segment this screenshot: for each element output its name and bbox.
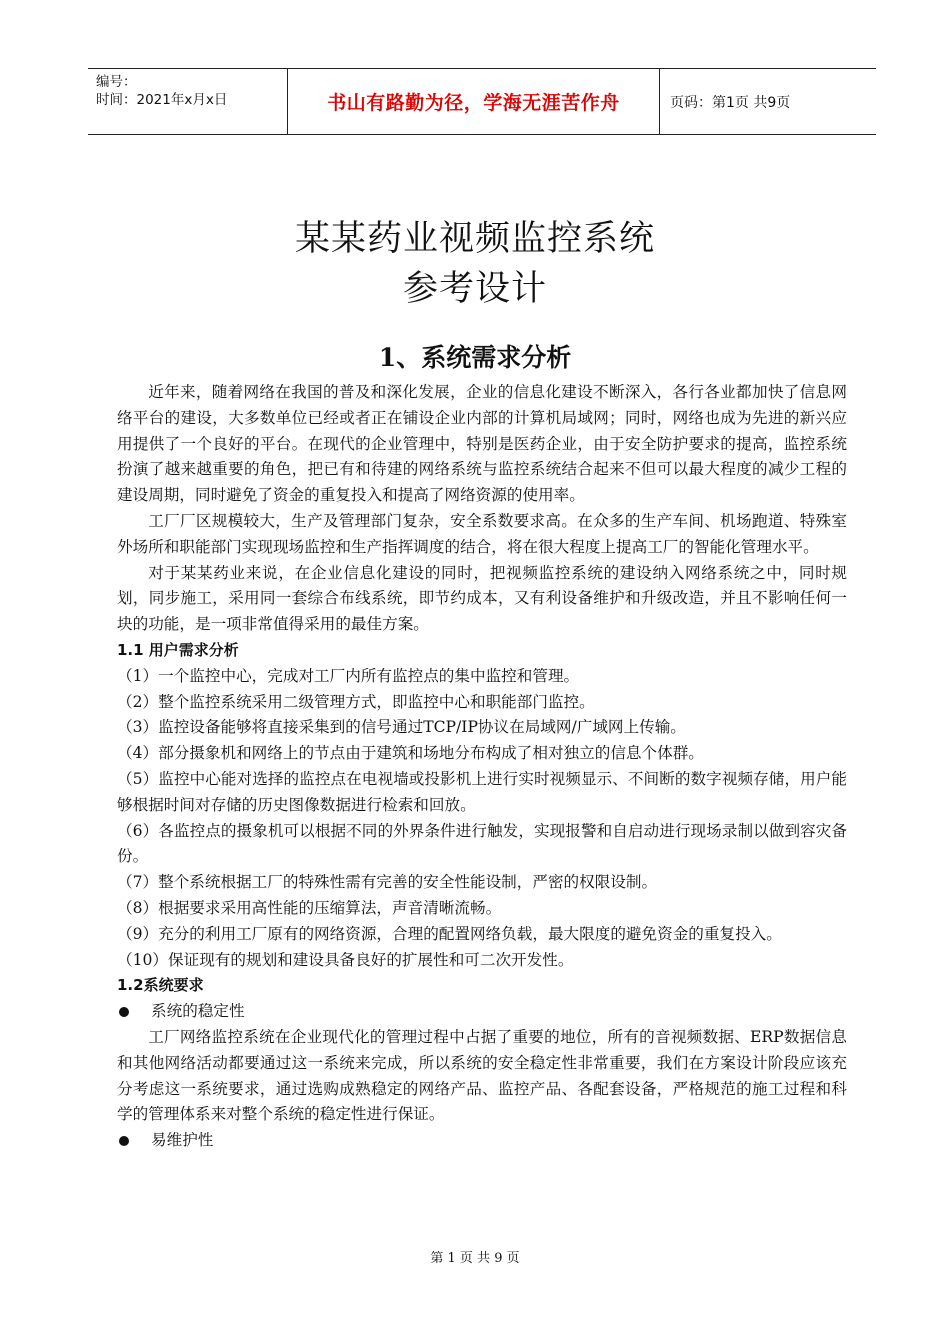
header-meta-cell: [88, 69, 287, 134]
doc-time-label: 时间：2021年x月x日: [96, 92, 228, 108]
header-page-info: 页码：第1页 共9页: [670, 94, 791, 111]
requirement-item: （3）监控设备能够将直接采集到的信号通过TCP/IP协议在局域网/广域网上传输。: [117, 718, 686, 737]
body-paragraph: 对于某某药业来说，在企业信息化建设的同时，把视频监控系统的建设纳入网络系统之中，同时规划，同步施工，采用同一套综合布线系统，即节约成本，又有利设备维护和升级改造，并且不影响任何一块的功能，是一项非常值得采用的最佳方案。: [117, 563, 847, 634]
body-paragraph: 工厂网络监控系统在企业现代化的管理过程中占据了重要的地位，所有的音视频数据、ERP数据信息和其他网络活动都要通过这一系统来完成，所以系统的安全稳定性非常重要，我们在方案设计阶段应该充分考虑这一系统要求，通过选购成熟稳定的网络产品、监控产品、各配套设备，严格规范的施工过程和科学的管理体系来对整个系统的稳定性进行保证。: [117, 1027, 847, 1124]
requirement-item: （6）各监控点的摄象机可以根据不同的外界条件进行触发，实现报警和自启动进行现场录制以做到容灾备份。: [117, 821, 847, 866]
body-paragraph: 工厂厂区规模较大，生产及管理部门复杂，安全系数要求高。在众多的生产车间、机场跑道、特殊室外场所和职能部门实现现场监控和生产指挥调度的结合，将在很大程度上提高工厂的智能化管理水平。: [117, 511, 847, 556]
document-title-line2: 参考设计: [402, 269, 547, 309]
header-motto: 书山有路勤为径，学海无涯苦作舟: [287, 69, 660, 134]
document-body: [117, 380, 847, 1154]
bullet-label: 易维护性: [151, 1131, 214, 1150]
requirement-item: （8）根据要求采用高性能的压缩算法，声音清晰流畅。: [117, 898, 502, 917]
bullet-dot-icon: [119, 1136, 129, 1146]
document-title-line1: 某某药业视频监控系统: [294, 219, 655, 259]
requirement-item: （5）监控中心能对选择的监控点在电视墙或投影机上进行实时视频显示、不间断的数字视频存储，用户能够根据时间对存储的历史图像数据进行检索和回放。: [117, 769, 847, 814]
section-heading: 1、系统需求分析: [378, 343, 572, 372]
requirement-item: （10）保证现有的规划和建设具备良好的扩展性和可二次开发性。: [117, 950, 574, 969]
subsection-heading-user-needs: 1.1 用户需求分析: [117, 640, 239, 659]
body-paragraph: 近年来，随着网络在我国的普及和深化发展，企业的信息化建设不断深入，各行各业都加快了信息网络平台的建设，大多数单位已经或者正在铺设企业内部的计算机局域网；同时，网络也成为先进的新兴应用提供了一个良好的平台。在现代的企业管理中，特别是医药企业，由于安全防护要求的提高，监控系统扮演了越来越重要的角色，把已有和待建的网络系统与监控系统结合起来不但可以最大程度的减少工程的建设周期，同时避免了资金的重复投入和提高了网络资源的使用率。: [117, 383, 847, 505]
requirement-item: （1）一个监控中心，完成对工厂内所有监控点的集中监控和管理。: [117, 666, 580, 685]
bullet-label: 系统的稳定性: [151, 1002, 245, 1021]
bullet-dot-icon: [119, 1007, 129, 1017]
bullet-item-maintainability: [117, 1128, 847, 1154]
page-footer: 第 1 页 共 9 页: [430, 1251, 520, 1266]
doc-number-label: 编号：: [96, 74, 137, 90]
requirement-item: （9）充分的利用工厂原有的网络资源，合理的配置网络负载，最大限度的避免资金的重复投入。: [117, 924, 782, 943]
requirement-item: （2）整个监控系统采用二级管理方式，即监控中心和职能部门监控。: [117, 692, 595, 711]
subsection-heading-system-requirements: 1.2系统要求: [117, 976, 204, 995]
requirement-item: （7）整个系统根据工厂的特殊性需有完善的安全性能设制，严密的权限设制。: [117, 873, 658, 892]
document-header-table: [88, 68, 876, 135]
bullet-item-stability: [117, 999, 847, 1025]
requirement-item: （4）部分摄象机和网络上的节点由于建筑和场地分布构成了相对独立的信息个体群。: [117, 744, 704, 763]
